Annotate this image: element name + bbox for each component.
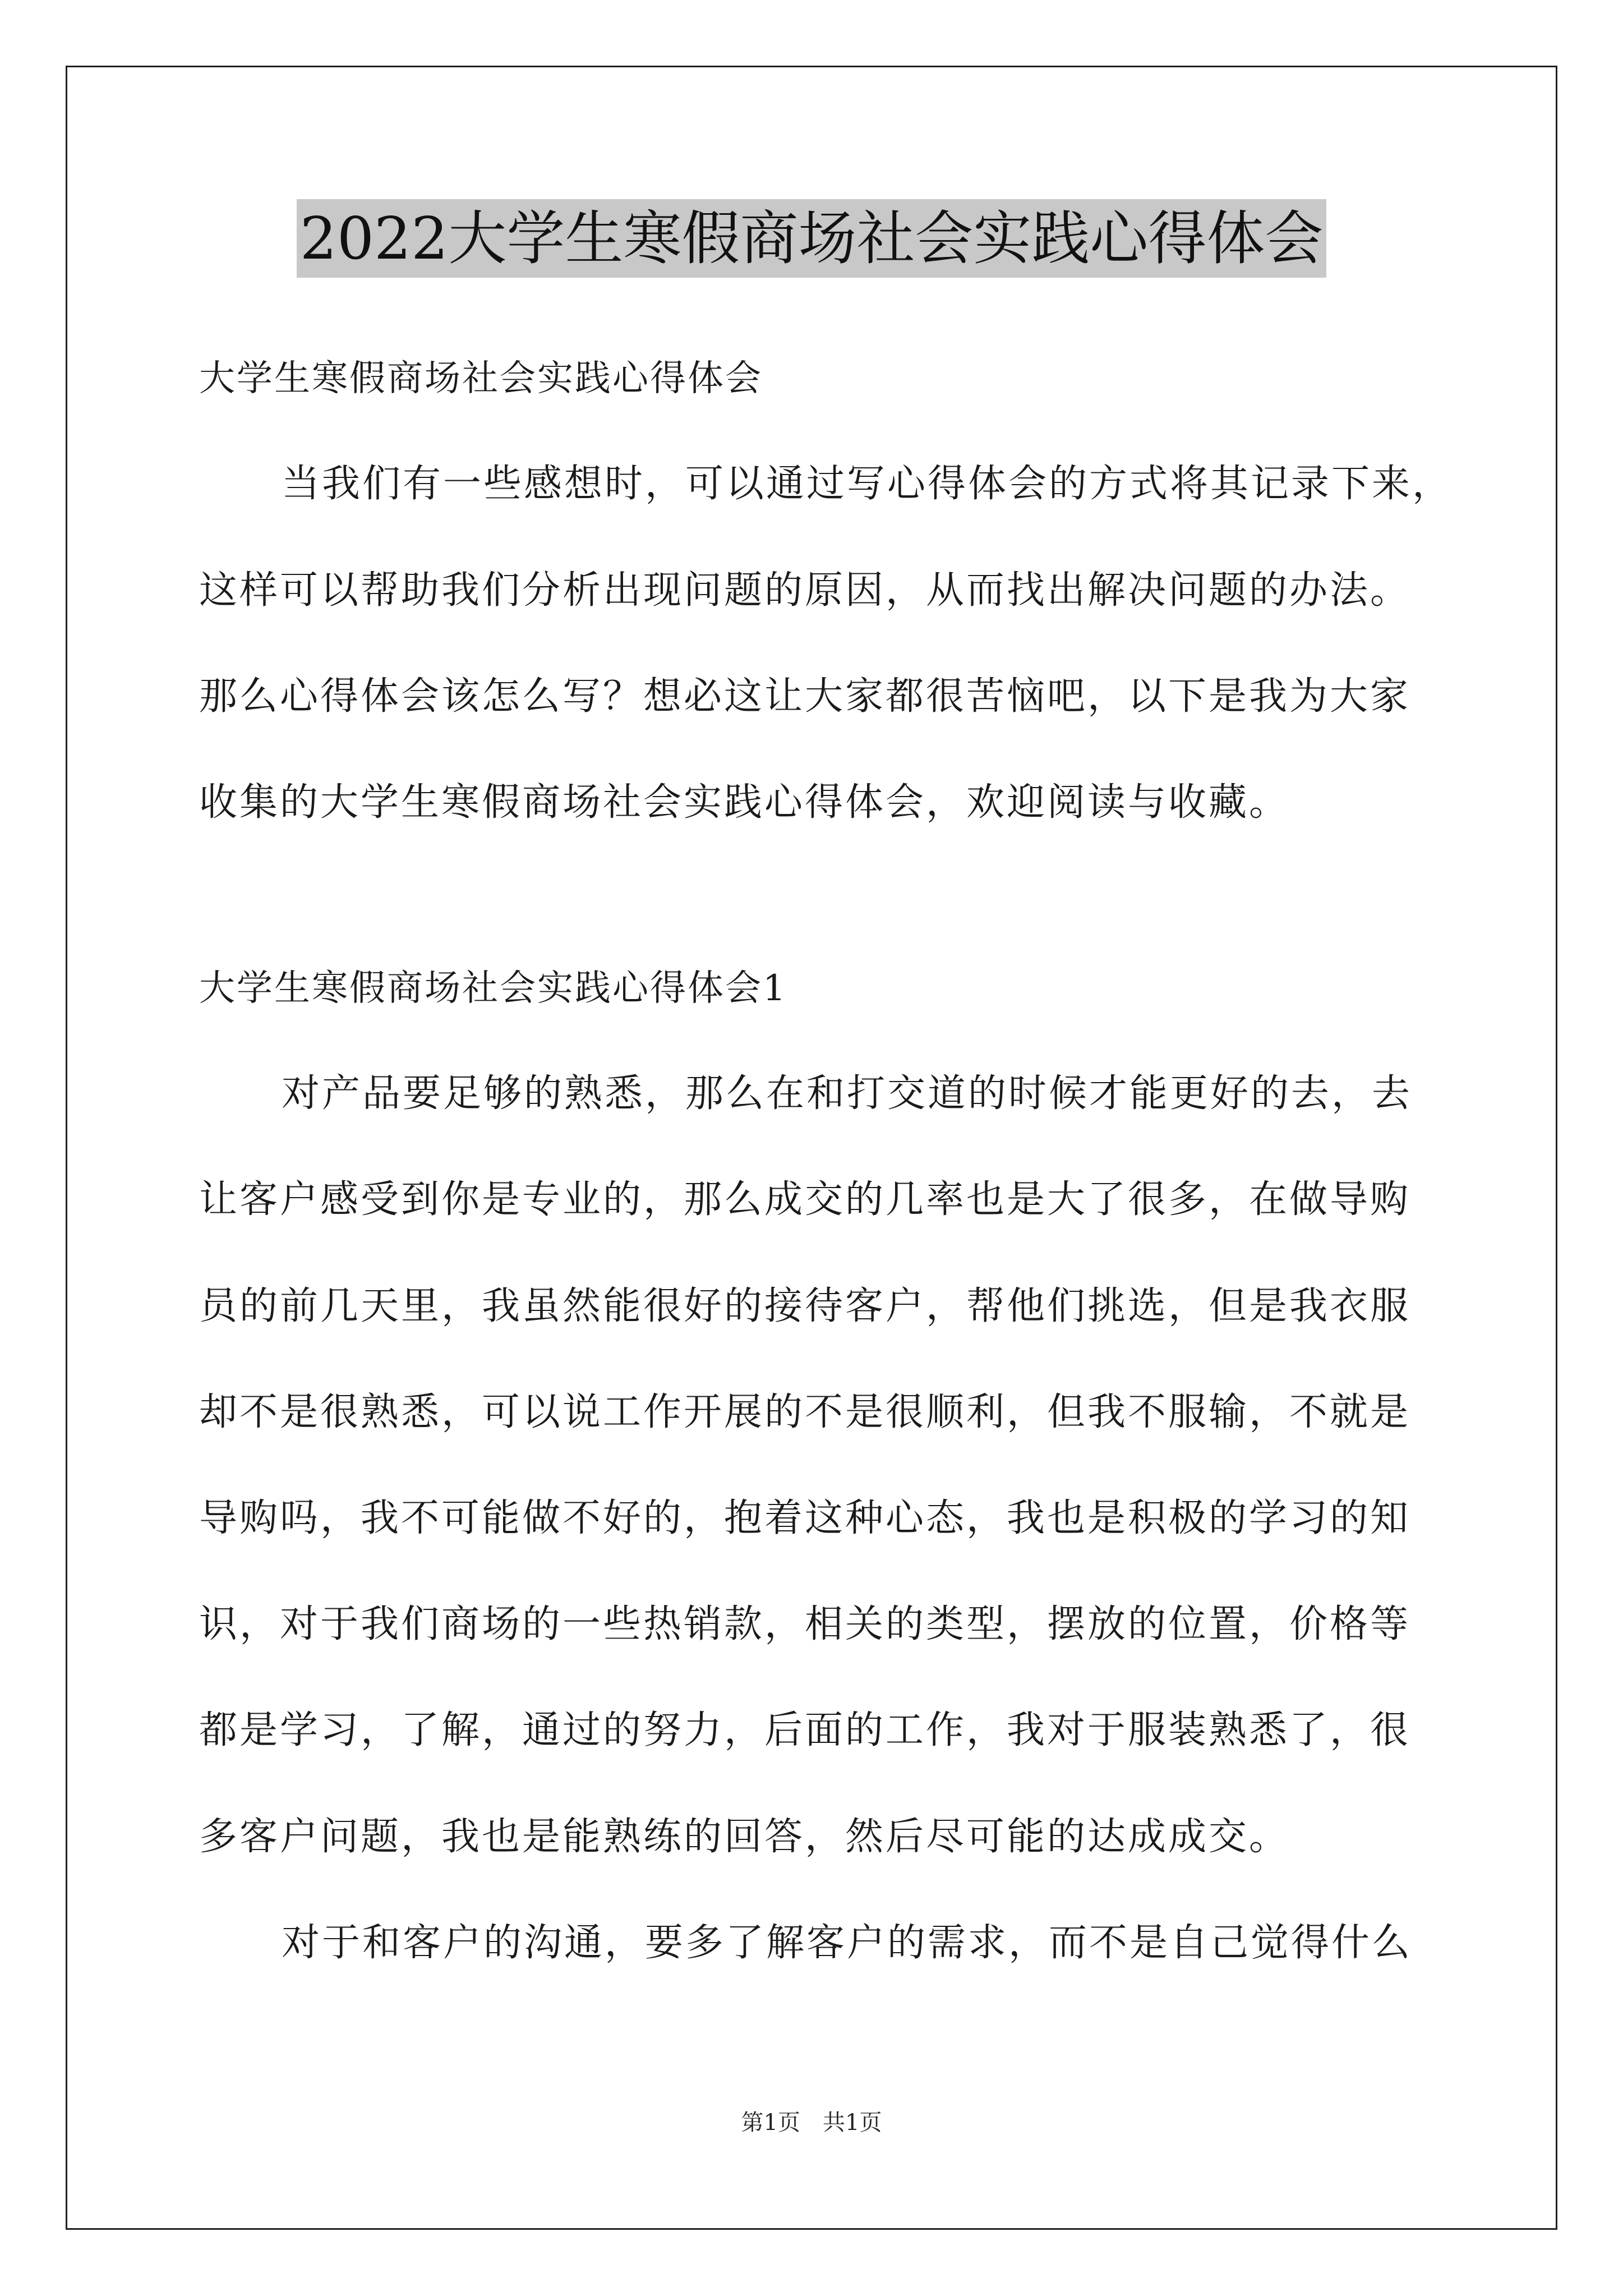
section-line: 识，对于我们商场的一些热销款，相关的类型，摆放的位置，价格等: [199, 1602, 1411, 1646]
section-line: 对产品要足够的熟悉，那么在和打交道的时候才能更好的去，去: [282, 1071, 1413, 1116]
document-title: 2022大学生寒假商场社会实践心得体会: [297, 199, 1327, 278]
section-line: 却不是很熟悉，可以说工作开展的不是很顺利，但我不服输，不就是: [199, 1390, 1411, 1434]
title-container: [0, 199, 1623, 278]
section-heading: 大学生寒假商场社会实践心得体会1: [199, 968, 787, 1009]
section-line: 导购吗，我不可能做不好的，抱着这种心态，我也是积极的学习的知: [199, 1496, 1411, 1540]
intro-line: 那么心得体会该怎么写？想必这让大家都很苦恼吧，以下是我为大家: [199, 674, 1411, 719]
intro-line: 这样可以帮助我们分析出现问题的原因，从而找出解决问题的办法。: [199, 568, 1411, 613]
page-footer: [0, 2106, 1623, 2139]
page-number: 第1页: [741, 2110, 800, 2136]
section-line: 对于和客户的沟通，要多了解客户的需求，而不是自己觉得什么: [282, 1921, 1413, 1965]
section-line: 员的前几天里，我虽然能很好的接待客户，帮他们挑选，但是我衣服: [199, 1284, 1411, 1328]
intro-line: 当我们有一些感想时，可以通过写心得体会的方式将其记录下来，: [282, 462, 1453, 506]
section-line: 多客户问题，我也是能熟练的回答，然后尽可能的达成成交。: [199, 1815, 1290, 1859]
section-line: 让客户感受到你是专业的，那么成交的几率也是大了很多，在做导购: [199, 1177, 1411, 1222]
page-total: 共1页: [823, 2110, 882, 2136]
intro-line: 收集的大学生寒假商场社会实践心得体会，欢迎阅读与收藏。: [199, 780, 1290, 825]
section-line: 都是学习，了解，通过的努力，后面的工作，我对于服装熟悉了，很: [199, 1708, 1411, 1752]
document-subtitle: 大学生寒假商场社会实践心得体会: [199, 358, 763, 399]
